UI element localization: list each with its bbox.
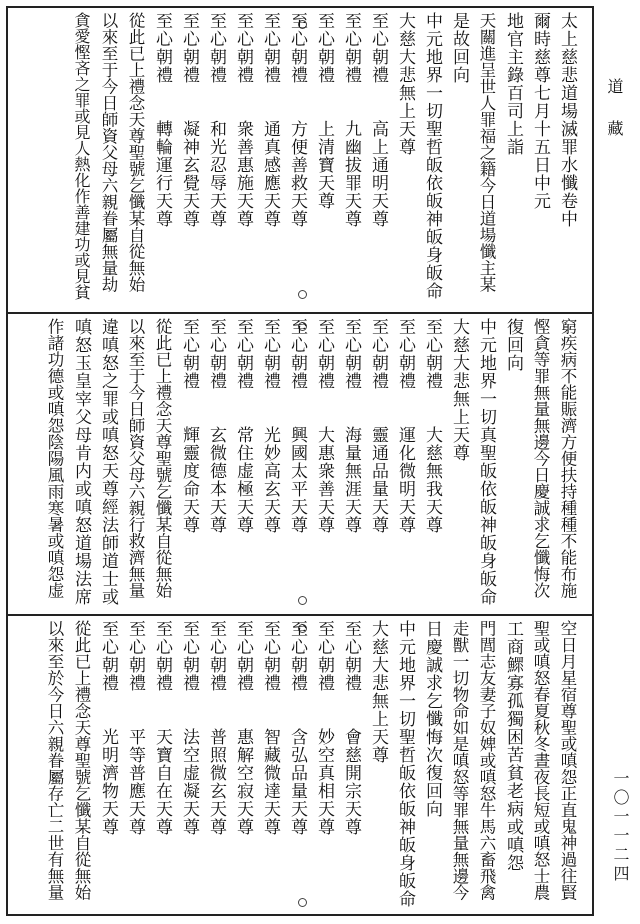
text-column: 慳貪等罪無量無邊今日慶誠求乞懺悔次 [531, 318, 550, 599]
text-column: 空日月星宿尊聖或嗔怨正直鬼神過往賢 [558, 620, 577, 901]
text-column: 大慈大悲無上天尊 [449, 318, 469, 462]
text-column: 太上慈悲道場滅罪水懺卷中 [557, 12, 577, 228]
text-column: 工商鰥寡孤獨困苦貧老病或嗔怨 [503, 620, 523, 872]
text-column: 復回向 [503, 318, 523, 372]
page-number: 一〇一一二四 [611, 770, 630, 884]
text-column: 天關進呈世人罪福之籍今日道場懺主某 [477, 12, 496, 293]
text-column: 至心朝禮 玄微德本天尊 [206, 318, 226, 534]
text-column: 至心朝禮 普照微玄天尊 [206, 620, 226, 836]
margin-label: 道 [605, 78, 624, 100]
text-column: 至心朝禮 高上通明天尊 [368, 12, 388, 228]
text-column: 走獸一切物命如是嗔怒等罪無量無邊今 [450, 620, 469, 901]
text-column: 至心朝禮 輝靈度命天尊 [179, 318, 199, 534]
text-column: 以來至于今日師資父母六親行救濟無量 [126, 318, 145, 599]
text-column: 至心朝禮 會慈開宗天尊 [341, 620, 361, 836]
text-column: 大慈大悲無上天尊 [395, 12, 415, 156]
text-column: 至心朝禮 通真感應天尊 [260, 12, 280, 228]
text-column: 作諸功德或嗔怨陰陽風雨寒暑或嗔怨虚 [45, 318, 64, 599]
text-column: 窮疾病不能賑濟方便扶持種種不能布施 [558, 318, 577, 599]
text-column: 至心朝禮 妙空真相天尊 [314, 620, 334, 836]
text-column: 從此已上禮念天尊聖號乞懺某自從無始 [126, 12, 145, 293]
text-column: 至心朝禮 惠解空寂天尊 [233, 620, 253, 836]
text-panel-bottom [30, 620, 590, 912]
text-column: 嗔怒玉皇宰父母肯内或嗔怒道場法席 [71, 318, 91, 606]
text-column: 中元地界一切聖哲皈依皈神皈身皈命 [422, 12, 442, 300]
text-column: 至心朝禮 和光忍辱天尊 [206, 12, 226, 228]
text-column: 至心朝禮 衆善惠施天尊 [233, 12, 253, 228]
text-column: 從此已上禮念天尊聖號乞懺某自從無始 [153, 318, 172, 599]
text-column: 至心朝禮 九幽拔罪天尊 [341, 12, 361, 228]
text-column: 中元地界一切聖哲皈依皈神皈身皈命 [395, 620, 415, 908]
text-column: 至心朝禮 靈通品量天尊 [368, 318, 388, 534]
text-column: 至心朝禮 光妙高玄天尊 [260, 318, 280, 534]
text-column: 是故回向 [449, 12, 469, 84]
text-column: 大慈大悲無上天尊 [368, 620, 388, 764]
text-column: 至心朝禮 常住虚極天尊 [233, 318, 253, 534]
text-column: 至心朝禮 法空虚凝天尊 [179, 620, 199, 836]
text-column: 至心朝禮 轉輪運行天尊 [152, 12, 172, 228]
text-column: 以來至于今日師資父母六親眷屬無量劫 [99, 12, 118, 293]
margin-label: 藏 [605, 120, 624, 142]
text-column: 貪愛慳吝之罪或見人熱化作善建功或見貧 [72, 12, 91, 300]
panel-divider [6, 312, 594, 314]
text-column: 至心朝禮 智藏微達天尊 [260, 620, 280, 836]
text-column: 地官主錄百司上詣 [503, 12, 523, 156]
text-column: 從此已上禮念天尊聖號乞懺某自從無始 [72, 620, 91, 901]
text-column: 至心朝禮 運化微明天尊 [395, 318, 415, 534]
text-column: 爾時慈尊七月十五日中元 [530, 12, 550, 210]
text-column: 至心朝禮 含弘品量天尊 [287, 620, 307, 836]
text-column: 日慶誠求乞懺悔次復回向 [422, 620, 442, 818]
text-column: 至心朝禮 凝神玄覺天尊 [179, 12, 199, 228]
text-column: 違嗔怒之罪或嗔怒天尊經法師道士或 [98, 318, 118, 606]
text-column: 門閭志友妻子奴婢或嗔怒牛馬六畜飛禽 [477, 620, 496, 901]
text-column: 至心朝禮 天寶自在天尊 [152, 620, 172, 836]
text-column: 至心朝禮 大慈無我天尊 [422, 318, 442, 534]
text-column: 以來至於今日六親眷屬存亡二世有無量 [45, 620, 64, 901]
text-column: 至心朝禮 海量無涯天尊 [341, 318, 361, 534]
text-column: 至心朝禮 平等普應天尊 [125, 620, 145, 836]
text-column: 至心朝禮 興國太平天尊 [287, 318, 307, 534]
text-panel-top [30, 12, 590, 310]
text-column: 聖或嗔怒春夏秋冬晝夜長短或嗔怒士農 [531, 620, 550, 901]
text-panel-middle [30, 318, 590, 610]
text-column: 至心朝禮 光明濟物天尊 [98, 620, 118, 836]
panel-divider [6, 614, 594, 616]
text-column: 至心朝禮 方便善救天尊 [287, 12, 307, 228]
text-column: 中元地界一切真聖皈依皈神皈身皈命 [476, 318, 496, 606]
text-column: 至心朝禮 大惠衆善天尊 [314, 318, 334, 534]
text-column: 至心朝禮 上清寶天尊 [314, 12, 334, 210]
